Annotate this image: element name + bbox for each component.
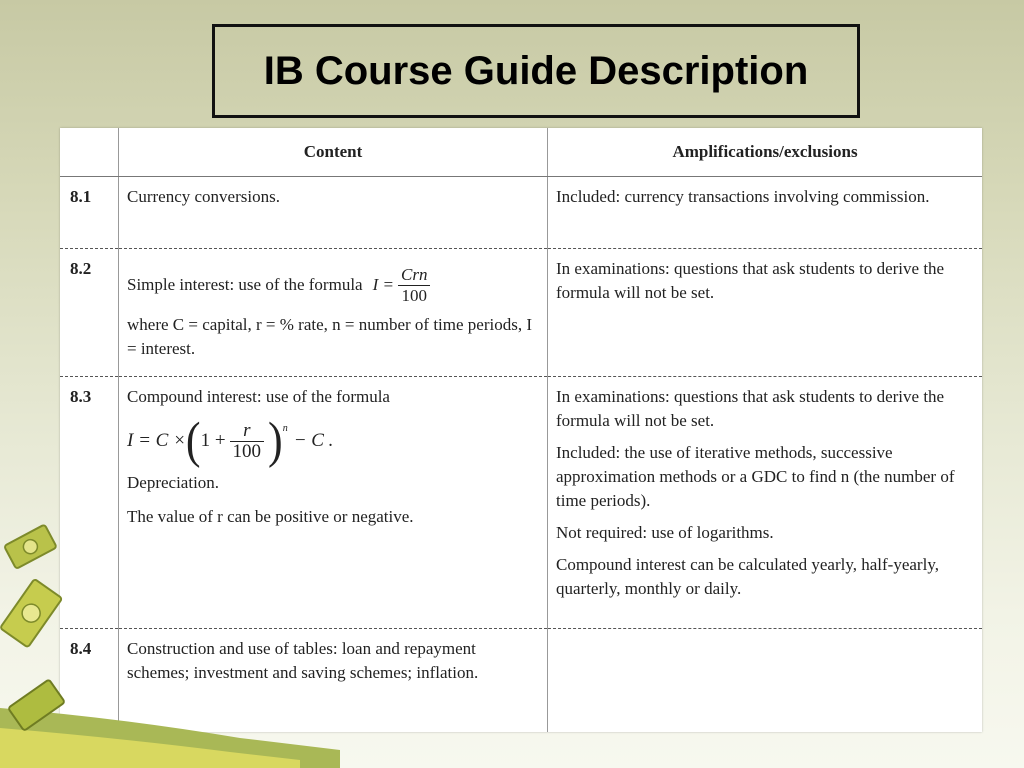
compound-interest-formula: [127, 411, 539, 471]
formula-denominator: 100: [232, 440, 262, 462]
amplification-text: Included: currency transactions involving commission.: [556, 187, 930, 206]
left-paren: (: [185, 412, 201, 469]
table-row: [60, 377, 982, 629]
formula-numerator: Crn: [398, 265, 430, 286]
row-content: [119, 249, 548, 377]
content-text: where C = capital, r = % rate, n = number of time periods, I = interest.: [127, 315, 532, 358]
table-header-row: [60, 128, 982, 177]
amplification-text: Included: the use of iterative methods, successive approximation methods or a GDC to find n (the number of time periods).: [556, 443, 955, 510]
banknote-icon: [8, 679, 65, 731]
row-content: [119, 377, 548, 629]
syllabus-table: [60, 128, 982, 732]
content-text: The value of r can be positive or negative.: [127, 507, 414, 526]
formula-fraction: [230, 421, 265, 462]
simple-interest-line: [127, 257, 539, 313]
amplification-text: In examinations: questions that ask students to derive the formula will not be set.: [556, 387, 945, 430]
row-code: 8.1: [60, 177, 119, 249]
table-row: [60, 629, 982, 733]
table-row: [60, 249, 982, 377]
formula-lhs: I = C ×: [127, 430, 186, 451]
formula-fraction: [398, 265, 430, 306]
slide-title: IB Course Guide Description: [263, 48, 809, 93]
formula-denominator: 100: [401, 285, 427, 305]
banknote-icon: [4, 524, 57, 569]
table-row: [60, 177, 982, 249]
formula-lhs: I =: [372, 275, 394, 294]
course-guide-table: [60, 128, 982, 732]
row-amplifications: [548, 177, 983, 249]
row-content: [119, 629, 548, 733]
right-paren: ): [268, 412, 283, 469]
content-text: Depreciation.: [127, 473, 220, 492]
banknote-icon: [0, 579, 62, 648]
header-amplifications: Amplifications/exclusions: [548, 128, 983, 177]
content-text: Construction and use of tables: loan and repayment schemes; investment and saving schemes; inflation.: [127, 639, 479, 682]
row-amplifications: [548, 629, 983, 733]
amplification-text: In examinations: questions that ask students to derive the formula will not be set.: [556, 259, 945, 302]
header-code: [60, 128, 119, 177]
amplification-text: Not required: use of logarithms.: [556, 523, 774, 542]
content-text: Currency conversions.: [127, 187, 280, 206]
header-content: Content: [119, 128, 548, 177]
formula-rhs: − C .: [293, 430, 334, 451]
title-box: [212, 24, 860, 118]
formula-exponent: n: [282, 423, 288, 434]
amplification-text: Compound interest can be calculated yearly, half-yearly, quarterly, monthly or daily.: [556, 555, 939, 598]
row-amplifications: [548, 377, 983, 629]
formula-one: 1 +: [200, 430, 226, 451]
content-text: Compound interest: use of the formula: [127, 387, 390, 406]
row-code: 8.3: [60, 377, 119, 629]
row-code: 8.4: [60, 629, 119, 733]
row-content: [119, 177, 548, 249]
yellow-swoosh: [0, 728, 300, 768]
row-code: 8.2: [60, 249, 119, 377]
content-text: Simple interest: use of the formula: [127, 275, 363, 294]
row-amplifications: [548, 249, 983, 377]
formula-numerator: r: [230, 421, 265, 442]
